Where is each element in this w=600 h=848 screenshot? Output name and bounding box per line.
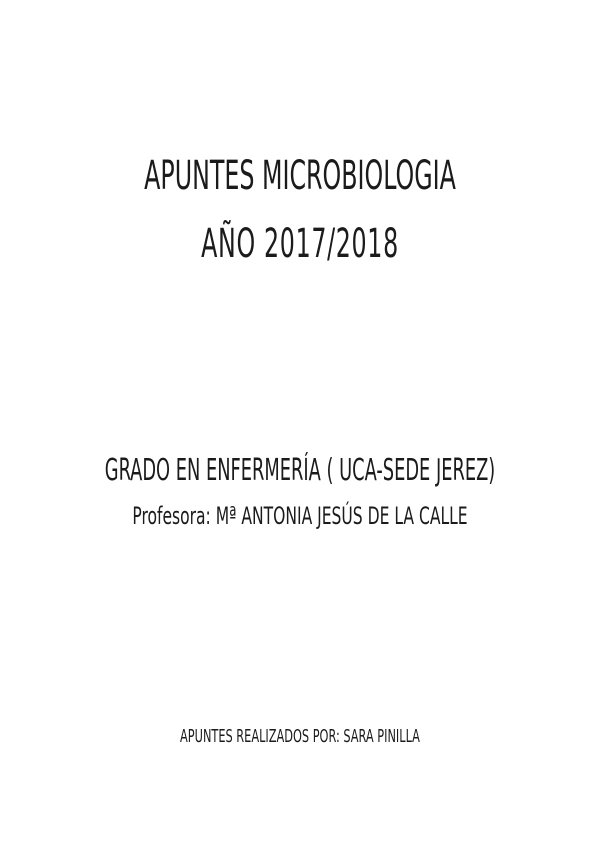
degree-heading: GRADO EN ENFERMERÍA ( UCA-SEDE JEREZ) [104,453,496,488]
author-credit: APUNTES REALIZADOS POR: SARA PINILLA [180,726,420,747]
title-subject: APUNTES MICROBIOLOGIA [144,153,456,199]
title-year: AÑO 2017/2018 [201,221,399,267]
professor-line: Profesora: Mª ANTONIA JESÚS DE LA CALLE [132,502,468,530]
